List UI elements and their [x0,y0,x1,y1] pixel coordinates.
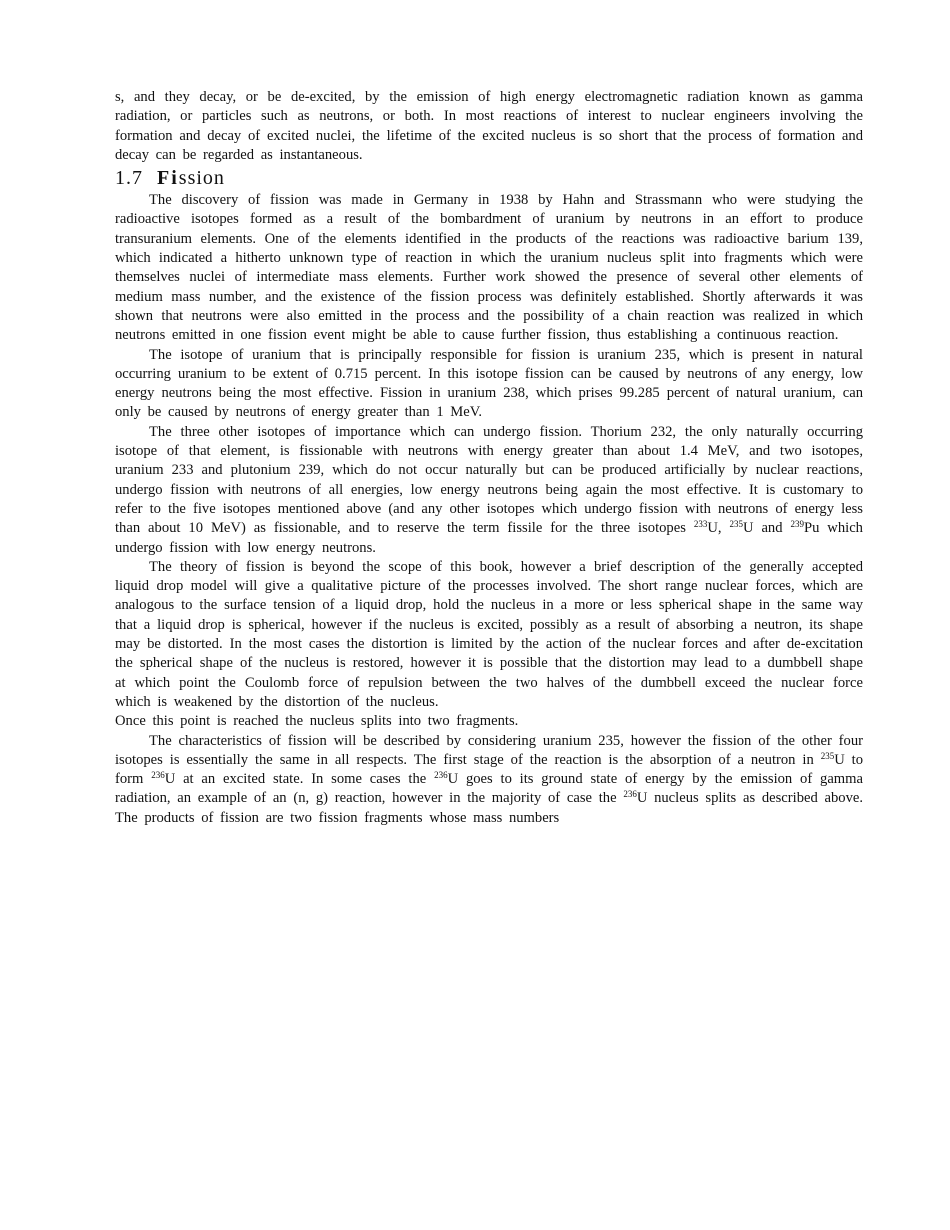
paragraph-text: The characteristics of fission will be described by considering uranium 235, however the fission of the other four isotopes is essentially the same in all respects. The first stage of the reaction is the absorption of a neutron in [115,732,863,768]
isotope-mass-number: 236 [623,789,637,800]
section-heading [115,165,863,191]
document-page [115,88,863,828]
isotope-mass-number: 239 [790,519,804,530]
section-title-bold: Fi [157,167,179,190]
paragraph-characteristics [115,732,863,828]
section-title-rest: ssion [178,167,225,190]
paragraph-text: U nucleus splits as described above. The products of fission are two fission fragments whose mass numbers [115,790,864,826]
paragraph-uranium-235: The isotope of uranium that is principally responsible for fission is uranium 235, which is present in natural occurring uranium to be extent of 0.715 percent. In this isotope fission can be caused by neutrons of any energy, low energy neutrons being the most effective. Fission in uranium 238, which prises 99.285 percent of natural uranium, can only be caused by neutrons of energy greater than 1 MeV. [115,346,863,421]
paragraph-text: U goes to its ground state of energy by the emission of gamma radiation, an example of an (n, g) reaction, however in the majority of case the [115,771,863,807]
isotope-symbol: U and [742,520,783,537]
isotope-mass-number: 236 [151,770,165,781]
isotope-mass-number: 235 [729,519,743,530]
paragraph-fissile-text: The three other isotopes of importance which can undergo fission. Thorium 232, the only naturally occurring isotope of that element, is fissionable with neutrons with energy greater than about 1.4 MeV, and two isotopes, uranium 233 and plutonium 239, which do not occur naturally but can be produced artificially by nuclear reactions, undergo fission with neutrons of all energies, low energy neutrons being again the most effective. It is customary to refer to the five isotopes mentioned above (and any other isotopes which undergo fission with neutrons of energy less than about 10 MeV) as fissionable, and to reserve the term fissile for the three isotopes [115,423,863,537]
paragraph-liquid-drop: The theory of fission is beyond the scope of this book, however a brief description of the generally accepted liquid drop model will give a qualitative picture of the processes involved. The short range nuclear forces, which are analogous to the surface tension of a liquid drop, hold the nucleus in a more or less spherical shape in the same way that a liquid drop is spherical, however if the nucleus is excited, possibly as a result of absorbing a neutron, its shape may be distorted. In the most cases the distortion is limited by the action of the nuclear forces and after de-excitation the spherical shape of the nucleus is restored, however it is possible that the distortion may lead to a dumbbell shape at which point the Coulomb force of repulsion between the two halves of the dumbbell exceed the nuclear force which is weakened by the distortion of the nucleus. [115,558,863,710]
paragraph-split: Once this point is reached the nucleus splits into two fragments. [115,713,519,730]
paragraph-discovery: The discovery of fission was made in Germany in 1938 by Hahn and Strassmann who were studying the radioactive isotopes formed as a result of the bombardment of uranium by neutrons in an effort to produce transuranium elements. One of the elements identified in the products of the reactions was radioactive barium 139, which indicated a hitherto unknown type of reaction in which the uranium nucleus split into fragments which were themselves nuclei of intermediate mass elements. Further work showed the presence of several other elements of medium mass number, and the existence of the fission process was definitely established. Shortly afterwards it was shown that neutrons were also emitted in the process and the possibility of a chain reaction was realized in which neutrons emitted in one fission event might be able to cause further fission, thus establishing a continuous reaction. [115,192,863,344]
intro-paragraph: s, and they decay, or be de-excited, by the emission of high energy electromagnetic radiation known as gamma radiation, or particles such as neutrons, or both. In most reactions of interest to nuclear engineers involving the formation and decay of excited nuclei, the lifetime of the excited nucleus is so short that the process of formation and decay can be regarded as instantaneous. [115,89,863,163]
isotope-mass-number: 233 [693,519,708,530]
paragraph-text: U at an excited state. In some cases the [164,771,427,788]
isotope-symbol: U, [707,520,722,537]
isotope-mass-number: 235 [820,750,835,761]
section-number: 1.7 [115,167,143,190]
paragraph-fissile-tail: Pu which undergo fission with low energy neutrons. [115,520,863,556]
isotope-mass-number: 236 [434,770,448,781]
paragraph-fissile-isotopes [115,423,863,558]
paragraph-text: U to form [115,751,864,788]
